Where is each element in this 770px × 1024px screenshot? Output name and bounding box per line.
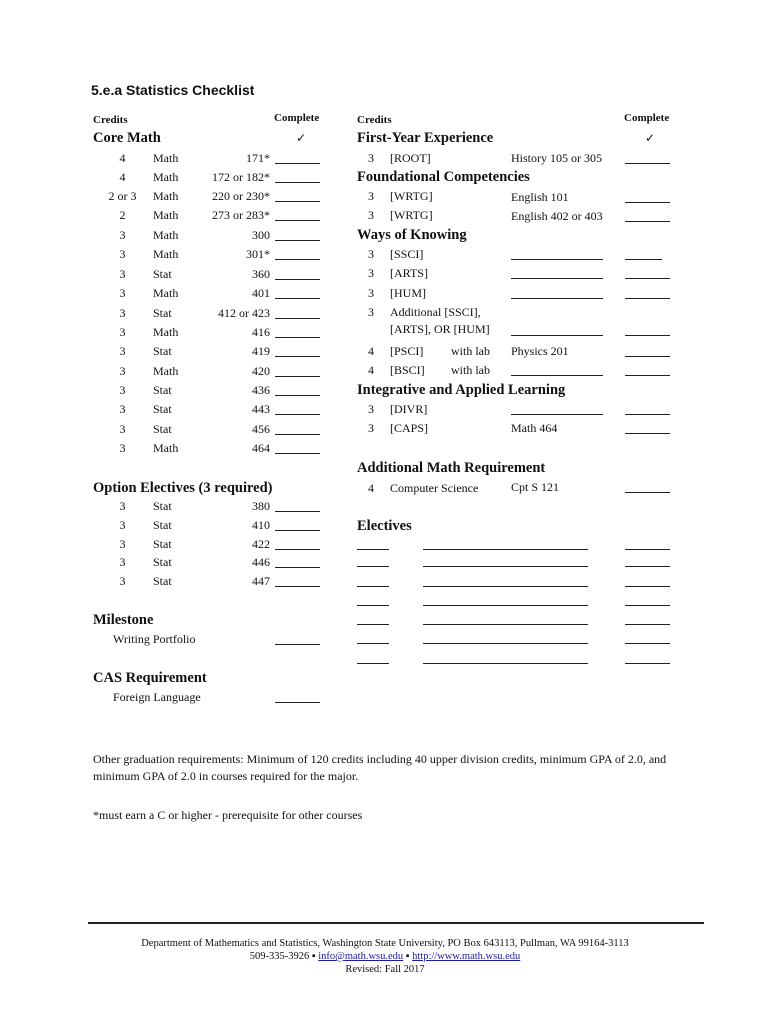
elective-course-blank[interactable] [423,634,588,644]
divr-credits: 3 [368,402,374,416]
elective-credits-blank[interactable] [357,577,389,587]
elective-complete-blank[interactable] [625,634,670,644]
grad-requirements-line2: minimum GPA of 2.0 in courses required for the major. [93,769,359,783]
left-complete-header: Complete [274,112,320,124]
caps-tag: [CAPS] [390,421,429,435]
option-elective-course: 446 [252,555,270,569]
core-math-complete-blank[interactable] [275,386,320,396]
email-link[interactable]: info@math.wsu.edu [318,951,404,962]
elective-course-blank[interactable] [423,577,588,587]
core-math-course: 464 [252,441,270,455]
core-math-subject: Stat [153,344,172,358]
elective-course-blank[interactable] [423,596,588,606]
core-math-course: 360 [252,267,270,281]
footer-address: Department of Mathematics and Statistics, Washington State University, PO Box 643113, Pullman, WA 99164-3113 [141,938,629,949]
core-math-course: 436 [252,383,270,397]
ways-additional-blank[interactable] [625,326,670,336]
option-elective-subject: Stat [153,518,172,532]
core-math-subject: Stat [153,402,172,416]
ways-credits-1: 3 [368,247,374,261]
core-math-course: 220 or 230* [212,189,270,203]
core-math-subject: Stat [153,306,172,320]
option-elective-course: 380 [252,499,270,513]
elective-complete-blank[interactable] [625,615,670,625]
core-math-complete-blank[interactable] [275,328,320,338]
bullet-icon: ▪ [405,951,410,962]
psci-blank[interactable] [625,347,670,357]
core-math-complete-blank[interactable] [275,192,320,202]
core-math-complete-blank[interactable] [275,211,320,221]
core-math-complete-blank[interactable] [275,444,320,454]
core-math-credits: 2 or 3 [108,189,137,203]
elective-credits-blank[interactable] [357,596,389,606]
ways-course-blank-3[interactable] [511,289,603,299]
milestone-blank[interactable] [275,635,320,645]
ways-additional-line1: Additional [SSCI], [390,305,481,319]
found-course-1: English 101 [511,190,569,204]
additional-math-title: Additional Math Requirement [357,460,546,476]
divr-tag: [DIVR] [390,402,428,416]
psci-lab: with lab [451,344,490,358]
core-math-credits: 3 [119,286,126,300]
elective-credits-blank[interactable] [357,654,389,664]
website-link[interactable]: http://www.math.wsu.edu [412,951,521,962]
option-elective-complete-blank[interactable] [275,540,320,550]
core-math-complete-blank[interactable] [275,425,320,435]
core-math-course: 401 [252,286,270,300]
core-math-complete-blank[interactable] [275,347,320,357]
core-math-credits: 3 [119,228,126,242]
footer-phone: 509-335-3926 [249,951,310,962]
core-math-subject: Math [153,170,179,184]
check-icon: ✓ [296,131,307,145]
caps-course: Math 464 [511,421,558,435]
divr-course-blank[interactable] [511,405,603,415]
ways-title: Ways of Knowing [357,227,467,243]
core-math-subject: Math [153,247,179,261]
core-math-credits: 3 [119,325,126,339]
found-blank-1[interactable] [625,193,670,203]
core-math-subject: Math [153,208,179,222]
option-elective-course: 447 [252,574,270,588]
ways-additional-line2: [ARTS], OR [HUM] [390,322,490,336]
core-math-course: 301* [246,247,270,261]
core-math-title: Core Math [93,130,161,146]
core-math-complete-blank[interactable] [275,173,320,183]
core-math-course: 416 [252,325,270,339]
core-math-complete-blank[interactable] [275,289,320,299]
core-math-credits: 2 [119,208,126,222]
addmath-credits: 4 [368,481,374,495]
found-blank-2[interactable] [625,212,670,222]
foundational-title: Foundational Competencies [357,169,530,185]
bsci-blank[interactable] [625,366,670,376]
ways-tag-3: [HUM] [390,286,426,300]
option-elective-complete-blank[interactable] [275,521,320,531]
psci-credits: 4 [368,344,374,358]
option-elective-subject: Stat [153,574,172,588]
option-elective-course: 410 [252,518,270,532]
elective-course-blank[interactable] [423,654,588,664]
elective-credits-blank[interactable] [357,615,389,625]
elective-complete-blank[interactable] [625,596,670,606]
bsci-lab: with lab [451,363,490,377]
elective-complete-blank[interactable] [625,540,670,550]
core-math-subject: Math [153,325,179,339]
core-math-complete-blank[interactable] [275,309,320,319]
milestone-title: Milestone [93,612,154,628]
elective-course-blank[interactable] [423,540,588,550]
core-math-course: 456 [252,422,270,436]
core-math-credits: 3 [119,267,126,281]
electives-title: Electives [357,518,412,534]
option-elective-subject: Stat [153,555,172,569]
core-math-credits: 3 [119,441,126,455]
core-math-complete-blank[interactable] [275,154,320,164]
psci-course: Physics 201 [511,344,569,358]
addmath-course: Cpt S 121 [511,480,560,494]
core-math-course: 419 [252,344,270,358]
core-math-course: 172 or 182* [212,170,270,184]
left-credits-header: Credits [93,114,128,126]
found-credits-2: 3 [368,208,374,222]
core-math-subject: Math [153,364,179,378]
footer-divider [88,922,704,924]
option-elective-subject: Stat [153,537,172,551]
option-elective-complete-blank[interactable] [275,577,320,587]
core-math-credits: 3 [119,344,126,358]
core-math-subject: Math [153,286,179,300]
core-math-credits: 3 [119,383,126,397]
elective-credits-blank[interactable] [357,540,389,550]
core-math-subject: Stat [153,267,172,281]
bsci-tag: [BSCI] [390,363,425,377]
elective-credits-blank[interactable] [357,557,389,567]
core-math-credits: 3 [119,247,126,261]
core-math-complete-blank[interactable] [275,231,320,241]
core-math-credits: 3 [119,402,126,416]
core-math-complete-blank[interactable] [275,270,320,280]
addmath-blank[interactable] [625,483,670,493]
elective-complete-blank[interactable] [625,654,670,664]
elective-course-blank[interactable] [423,557,588,567]
fye-blank[interactable] [625,154,670,164]
core-math-credits: 4 [119,170,126,184]
cas-title: CAS Requirement [93,670,207,686]
ways-tag-1: [SSCI] [390,247,424,261]
core-math-course: 443 [252,402,270,416]
ways-additional-course-blank[interactable] [511,326,603,336]
core-math-subject: Math [153,441,179,455]
elective-credits-blank[interactable] [357,634,389,644]
right-credits-header: Credits [357,114,392,126]
divr-blank[interactable] [625,405,670,415]
elective-complete-blank[interactable] [625,557,670,567]
found-tag-1: [WRTG] [390,189,433,203]
core-math-course: 273 or 283* [212,208,270,222]
option-elective-course: 422 [252,537,270,551]
psci-tag: [PSCI] [390,344,424,358]
core-math-subject: Stat [153,422,172,436]
option-elective-credits: 3 [119,537,126,551]
addmath-item: Computer Science [390,481,479,495]
found-credits-1: 3 [368,189,374,203]
found-tag-2: [WRTG] [390,208,433,222]
footer-revised: Revised: Fall 2017 [345,964,425,975]
integrative-title: Integrative and Applied Learning [357,382,566,398]
footer-contact [0,951,770,962]
option-elective-complete-blank[interactable] [275,558,320,568]
core-math-subject: Math [153,228,179,242]
page-title: 5.e.a Statistics Checklist [91,82,255,98]
bullet-icon: ▪ [311,951,316,962]
caps-credits: 3 [368,421,374,435]
bsci-course-blank[interactable] [511,366,603,376]
core-math-subject: Math [153,189,179,203]
ways-course-blank-1[interactable] [511,250,603,260]
found-course-2: English 402 or 403 [511,209,603,223]
bsci-credits: 4 [368,363,374,377]
fye-tag: [ROOT] [390,151,431,165]
cas-blank[interactable] [275,693,320,703]
caps-blank[interactable] [625,424,670,434]
fye-credits: 3 [368,151,374,165]
elective-course-blank[interactable] [423,615,588,625]
core-math-complete-blank[interactable] [275,367,320,377]
ways-blank-3[interactable] [625,289,670,299]
core-math-credits: 3 [119,306,126,320]
fye-course: History 105 or 305 [511,151,602,165]
core-math-subject: Stat [153,383,172,397]
ways-tag-2: [ARTS] [390,266,428,280]
core-math-complete-blank[interactable] [275,405,320,415]
core-math-course: 171* [246,151,270,165]
ways-course-blank-2[interactable] [511,269,603,279]
ways-credits-3: 3 [368,286,374,300]
core-math-credits: 4 [119,151,126,165]
grad-requirements-line1: Other graduation requirements: Minimum of 120 credits including 40 upper division credits, minimum GPA of 2.0, and [93,752,667,766]
option-elective-credits: 3 [119,574,126,588]
option-elective-complete-blank[interactable] [275,502,320,512]
ways-blank-1[interactable] [625,250,662,260]
core-math-complete-blank[interactable] [275,250,320,260]
ways-additional-credits: 3 [368,305,374,319]
first-year-title: First-Year Experience [357,130,494,146]
core-math-course: 420 [252,364,270,378]
option-electives-title: Option Electives (3 required) [93,480,273,496]
core-math-course: 412 or 423 [218,306,270,320]
core-math-subject: Math [153,151,179,165]
core-math-course: 300 [252,228,270,242]
option-elective-credits: 3 [119,555,126,569]
right-complete-header: Complete [624,112,670,124]
elective-complete-blank[interactable] [625,577,670,587]
core-math-credits: 3 [119,422,126,436]
option-elective-credits: 3 [119,499,126,513]
cas-item: Foreign Language [113,690,201,704]
prereq-note: *must earn a C or higher - prerequisite for other courses [93,808,363,822]
check-icon-right: ✓ [645,131,656,145]
core-math-credits: 3 [119,364,126,378]
option-elective-credits: 3 [119,518,126,532]
option-elective-subject: Stat [153,499,172,513]
ways-credits-2: 3 [368,266,374,280]
milestone-item: Writing Portfolio [113,632,196,646]
ways-blank-2[interactable] [625,269,670,279]
